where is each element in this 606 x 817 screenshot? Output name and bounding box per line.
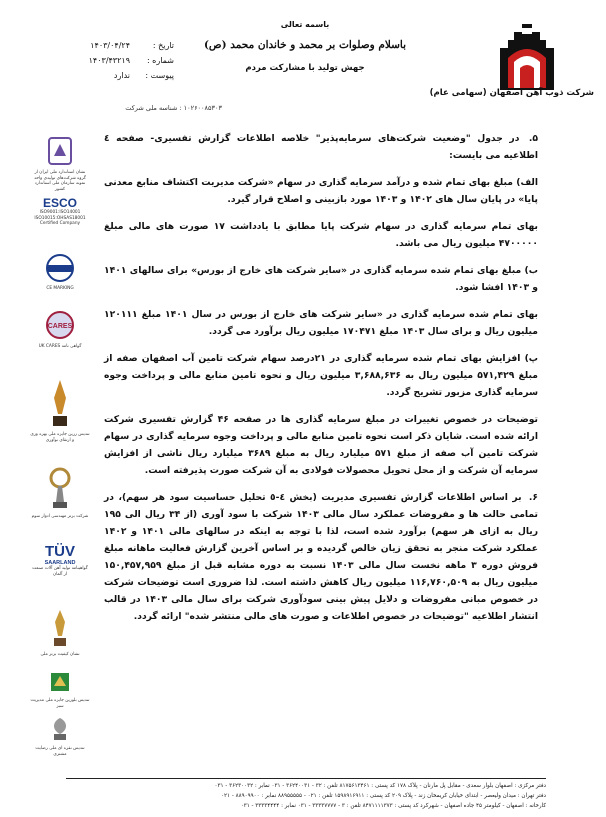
item-5-alef-reply: بهای تمام سرمایه گذاری در سهام شرکت پایا مطابق با یادداشت ۱۷ صورت های مالی مبلغ ۴۷۰۰۰۰۰ میلیون ریال می باشد. (104, 221, 538, 249)
date-row (54, 38, 174, 53)
item-6-text: بر اساس اطلاعات گزارش تفسیری مدیریت (بخش ٤-٥ تحلیل حساسیت سود هر سهم)، در تمامی حالت ها و مفروضات عملکرد سال مالی ۱۴۰۳ شرکت با سود آوری (از ۳۴ ریال الی ۱۹۵ ریال به ازای هر سهم) برآورد شده است، لذا با توجه به اینکه در سالهای مالی ۱۴۰۱ و ۱۴۰۲ عملکرد شرکت منجر به تحقق زیان خالص گردیده و بر اساس آخرین گزارش فعالیت ماهانه مبلغ فروش دوره ۳ ماهه نخست سال مالی ۱۴۰۳ نسبت به دوره مشابه قبل از مبلغ ۱۵۰,۴۵۷,۹۵۹ میلیون ریال به ۱۱۶,۷۶۰,۵۰۹ میلیون ریال کاهش داشته است. لذا ضروری است توضیحات شرکت در خصوص مبانی مفروضات و دلایل پیش بینی سودآوری شرکت برای سال مالی ۱۴۰۳ در قالب انتشار اطلاعیه "توضیحات در خصوص اطلاعات و صورت های مالی منتشر شده" ارائه گردد. (104, 492, 539, 622)
year-slogan: جهش تولید با مشارکت مردم (245, 63, 365, 73)
item-5-alef: الف) مبلغ بهای تمام شده و درآمد سرمایه گذاری در سهام «شرکت مدیریت اکتشاف منابع معدنی پایا» در پایان سال های ۱۴۰۲ و ۱۴۰۳ مورد بازبینی و اصلاح قرار گیرد. (104, 177, 538, 205)
item-5-pe-reply: توضیحات در خصوص تغییرات در مبلغ سرمایه گذاری ها در صفحه ۴۶ گزارش تفسیری شرکت ارائه شده است. شایان ذکر است نحوه تامین منابع مالی و پرداخت وجوه سرمایه گذاری در سهام شرکت تامین آب صفه از مبلغ ۵۷۱ میلیارد ریال به مبلغ ۳۶۸۹ میلیارد ریال ناشی از افزایش سرمایه آن شرکت و از محل تحویل محصولات فولادی به آن شرکت صورت پذیرفته است. (104, 414, 538, 476)
date-label: تاریخ : (152, 41, 174, 50)
award-1-caption: تندیس زرین جایزه ملی بهره وری و ارتقای نوآوری (30, 432, 90, 443)
veritas-cert (30, 254, 90, 292)
standard-caption: نشان استاندارد ملی ایران از گروه شرکت‌های تولیدی واحد نمونه سازمان ملی استاندارد کشور (34, 170, 86, 192)
veritas-caption: CE MARKING (46, 286, 74, 291)
trophy-icon (48, 466, 72, 510)
award-2 (30, 466, 90, 520)
footer-tehran-office: دفتر تهران : میدان ولیعصر - ابتدای خیابان کریمخان زند - پلاک ۲۰۹ کد پستی : ۱۵۹۸۹۱۶۹۱۱ تلفن : ۰۲۱ - ۸۸۹۵۵۵۵۵ نمابر : ۸۸۹۰۹۹۰۰ - ۰۲۱ (221, 793, 546, 799)
esco-cert (30, 196, 90, 227)
letter-body (104, 130, 538, 635)
item-6-number: ۶. (528, 492, 539, 503)
esco-logo: ESCO (42, 196, 77, 210)
award-1 (30, 378, 90, 443)
tuv-logo: TÜV (45, 543, 75, 560)
attachment-row (54, 68, 174, 83)
award-4 (30, 670, 90, 709)
esco-caption: ISO9001:ISO14001 ISO10015:OHSAS18001 Certified Company (34, 210, 86, 227)
item-5-number: ۵. (528, 133, 538, 144)
award-5 (30, 716, 90, 757)
silver-award-icon (46, 716, 74, 742)
letter-footer (66, 778, 546, 811)
tuv-caption: گواهینامه تولید آهن آلات صنعت از آلمان (32, 566, 88, 577)
attachment-label: پیوست : (145, 71, 174, 80)
cares-logo-icon (45, 310, 75, 340)
date-value: ۱۴۰۳/۰۴/۲۴ (90, 41, 130, 50)
standard-logo-icon (47, 136, 73, 166)
bismillah: باسمه تعالی (280, 20, 330, 29)
national-id: ۱۰۲۶۰۰۸۵۳۰۳ : شناسه ملی شرکت (125, 104, 222, 112)
item-5-intro: در جدول "وضعیت شرکت‌های سرمایه‌پذیر" خلاصه اطلاعات گزارش تفسیری- صفحه ٤ اطلاعیه می بایست: (104, 133, 538, 161)
standard-cert (30, 136, 90, 192)
svg-text:CARES: CARES (47, 323, 73, 330)
award-2-caption: شرکت برتر مهندسی ادوار سوم (31, 514, 89, 519)
item-5-pe: پ) افزایش بهای تمام شده سرمایه گذاری در ۲۱درصد سهام شرکت تامین آب اصفهان صفه از مبلغ ۵۷۱,۴۲۹ میلیون ریال به ۳,۶۸۸,۶۳۶ میلیون ریال و نحوه تامین منابع مالی و پرداخت وجوه سرمایه گذاری مزبور تشریح گردد. (104, 353, 538, 398)
award-3-caption: نشان کیفیت برتر ملی (40, 652, 80, 657)
number-value: ۱۴۰۳/۴۳۲۱۹ (88, 56, 130, 65)
award-5-caption: تندیس نقره ای ملی رضایت مشتری (35, 746, 85, 757)
trophy-icon (48, 378, 72, 428)
salawat-line: باسلام وصلوات بر محمد و خاندان محمد (ص) (203, 39, 407, 51)
attachment-value: ندارد (113, 71, 130, 80)
item-5-be: ب) مبلغ بهای تمام شده سرمایه گذاری در «سایر شرکت‌ های خارج از بورس» برای سالهای ۱۴۰۱ و ۱۴۰۳ افشا شود. (104, 265, 538, 293)
letter-meta (54, 38, 174, 83)
zobahan-logo-icon (494, 18, 560, 92)
number-label: شماره : (146, 56, 174, 65)
cares-caption: گواهی نامه UK CARES (38, 344, 82, 349)
trophy-icon (50, 608, 70, 648)
green-award-icon (48, 670, 72, 694)
award-4-caption: تندیس بلورین جایزه ملی مدیریت سبز (30, 698, 90, 709)
item-6 (104, 489, 538, 625)
company-header (429, 14, 594, 106)
letter-heading (200, 20, 410, 73)
cares-cert (30, 310, 90, 350)
footer-head-office: دفتر مرکزی : اصفهان بلوار سعدی - مقابل پل مارنان - پلاک ۱۷۸ کد پستی : ۸۱۷۵۶۱۳۴۶۱ تلفن : ۳۲ - ۳۶۲۴۰۰۳۱ - ۰۳۱ نمابر : ۳۶۲۳۰۰۳۲ - ۰۳۱ (214, 783, 546, 789)
tuv-subtitle: SAARLAND (44, 560, 76, 566)
tuv-cert (30, 544, 90, 577)
veritas-logo-icon (43, 254, 77, 282)
item-5-be-reply: بهای تمام شده سرمایه گذاری در «سایر شرکت های خارج از بورس در سال ۱۴۰۱ مبلغ ۱۲۰۱۱۱ میلیون ریال و برای سال ۱۴۰۳ مبلغ ۱۷۰۴۷۱ میلیون ریال برآورد می گردد. (104, 309, 538, 337)
footer-factory: کارخانه : اصفهان - کیلومتر ۴۵ جاده اصفهان - شهرکرد کد پستی : ۸۴۷۱۱۱۱۳۷۳ تلفن : ۳ - ۳۳۳۳۷۷۷۷ - ۰۳۱ نمابر : ۳۳۳۳۴۴۴۴ - ۰۳۱ (240, 803, 546, 809)
number-row (54, 53, 174, 68)
company-name: شرکت ذوب آهن اصفهان (سهامی عام) (429, 88, 594, 98)
award-3 (30, 608, 90, 658)
item-5 (104, 130, 538, 164)
